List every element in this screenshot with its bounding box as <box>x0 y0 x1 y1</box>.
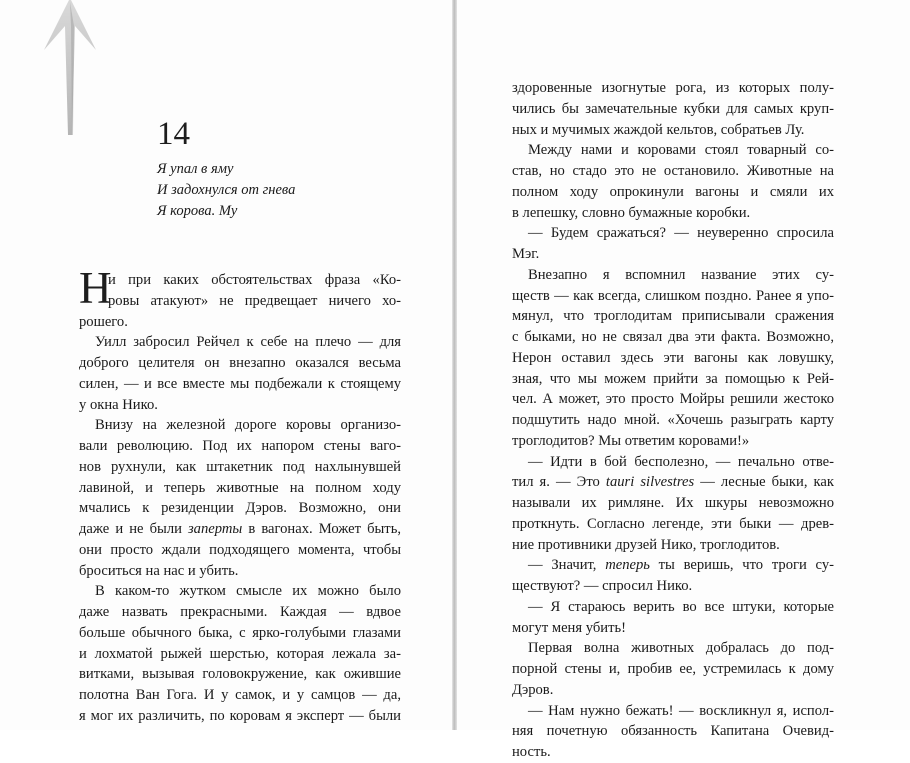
text-line: чились бы замечательные кубки для самых круп- <box>512 100 834 117</box>
arrow-decoration-icon <box>30 0 120 135</box>
text-line: В каком-то жутком смысле их можно было <box>95 583 401 600</box>
right-body-text <box>512 78 834 763</box>
text-line: — Значит, теперь ты веришь, что троги су- <box>528 557 834 574</box>
text-line: троглодитов? Мы ответим коровами!» <box>512 432 750 449</box>
text-line: Первая волна животных добралась до под- <box>528 640 834 657</box>
text-line: — Я стараюсь верить во все штуки, которые <box>528 598 834 615</box>
emphasis: tauri silvestres <box>605 474 695 491</box>
text-line: в лепешку, словно бумажные коробки. <box>512 204 751 221</box>
text-line: мянул, что троглодитам приписывали сражения <box>512 308 834 325</box>
text-line: мчались к резиденции Дэров. Возможно, они <box>79 500 401 517</box>
text-line: у окна Нико. <box>79 396 158 413</box>
chapter-number: 14 <box>157 116 190 152</box>
text-line: ровы атакуют» не предвещает ничего хо- <box>108 292 401 309</box>
left-page <box>0 0 452 730</box>
text-line: здоровенные изогнутые рога, из которых полу- <box>512 80 834 96</box>
text-line: и лохматой рыжей шерстью, которая лежала за- <box>79 645 401 662</box>
text-line: Нерон оставил здесь эти вагоны как ловушку, <box>512 349 834 366</box>
text-line: ществ — как всегда, слишком поздно. Ранее я упо- <box>512 287 834 304</box>
text-line: даже и не были заперты в вагонах. Может быть, <box>79 521 401 537</box>
drop-cap: Н <box>79 263 112 313</box>
text-line: Дэров. <box>512 681 554 698</box>
epigraph <box>157 159 295 222</box>
text-line: полном ходу опрокинули вагоны и смяли их <box>512 183 834 200</box>
text-line: вали революцию. Под их напором стены ваго- <box>79 438 401 454</box>
text-line: — Будем сражаться? — неуверенно спросила <box>528 225 834 242</box>
text-line: тил я. — Это tauri silvestres — лесные быки, как <box>512 474 834 491</box>
text-line: витками, вызывая головокружение, как ожившие <box>79 666 401 683</box>
left-body-text <box>79 263 401 727</box>
text-line: став, но стадо это не остановило. Животные на <box>512 163 834 179</box>
text-line: рошего. <box>79 313 128 330</box>
text-line: полотна Ван Гога. И у самок, и у самцов — да, <box>79 687 401 703</box>
text-line: и при каких обстоятельствах фраза «Ко- <box>108 272 401 288</box>
text-line: ных и мучимых жаждой кельтов, собратьев Лу. <box>512 121 805 138</box>
text-line: нов рухнули, как штакетник под нахлынувшей <box>79 458 401 475</box>
text-line: называли их римляне. Их шкуры невозможно <box>512 495 834 511</box>
text-line: Внизу на железной дороге коровы организо- <box>95 417 401 434</box>
epigraph-line: Я упал в яму <box>157 161 234 177</box>
text-line: зная, что мы можем прийти за помощью к Рей- <box>512 370 834 387</box>
text-line: проткнуть. Согласно легенде, эти быки — древ- <box>512 515 834 532</box>
text-line: больше обычного быка, с ярко-голубыми глазами <box>79 624 401 641</box>
text-line: Мэг. <box>512 246 540 262</box>
text-line: ние противники друзей Нико, троглодитов. <box>512 536 780 553</box>
text-line: с быками, но не связал два эти факта. Возможно, <box>512 329 834 345</box>
text-line: Внезапно я вспомнил название этих су- <box>528 266 834 283</box>
text-line: ществуют? — спросил Нико. <box>512 578 693 594</box>
text-line: ность. <box>512 744 551 760</box>
text-line: чел. А может, это просто Мойры решили жестоко <box>512 391 834 408</box>
text-line: я мог их различить, по коровам я эксперт — были <box>79 707 401 724</box>
emphasis: теперь <box>605 557 650 574</box>
text-line: они просто ждали подходящего момента, чтобы <box>79 541 401 558</box>
text-line: порной стены и, пробив ее, устремилась к дому <box>512 661 834 677</box>
text-line: силен, — и все вместе мы подбежали к стоящему <box>79 375 401 392</box>
text-line: Уилл забросил Рейчел к себе на плечо — для <box>95 334 401 351</box>
text-line: даже назвать прекрасными. Каждая — вдвое <box>79 604 401 620</box>
text-line: доброго целителя он внезапно оказался весьма <box>79 355 401 371</box>
epigraph-line: И задохнулся от гнева <box>157 182 296 198</box>
emphasis: заперты <box>187 521 243 537</box>
text-line: броситься на нас и убить. <box>79 562 239 579</box>
text-line: — Нам нужно бежать! — воскликнул я, испол- <box>528 702 834 719</box>
epigraph-line: Я корова. Му <box>157 203 238 219</box>
text-line: — Идти в бой бесполезно, — печально отве- <box>528 453 834 470</box>
text-line: няя почетную обязанность Капитана Очевид- <box>512 723 834 740</box>
text-line: могут меня убить! <box>512 619 626 636</box>
text-line: лавиной, и теперь животные на полном ходу <box>79 479 401 496</box>
text-line: подшутить надо мной. «Хочешь разыграть карту <box>512 412 834 428</box>
text-line: Между нами и коровами стоял товарный со- <box>528 142 834 159</box>
